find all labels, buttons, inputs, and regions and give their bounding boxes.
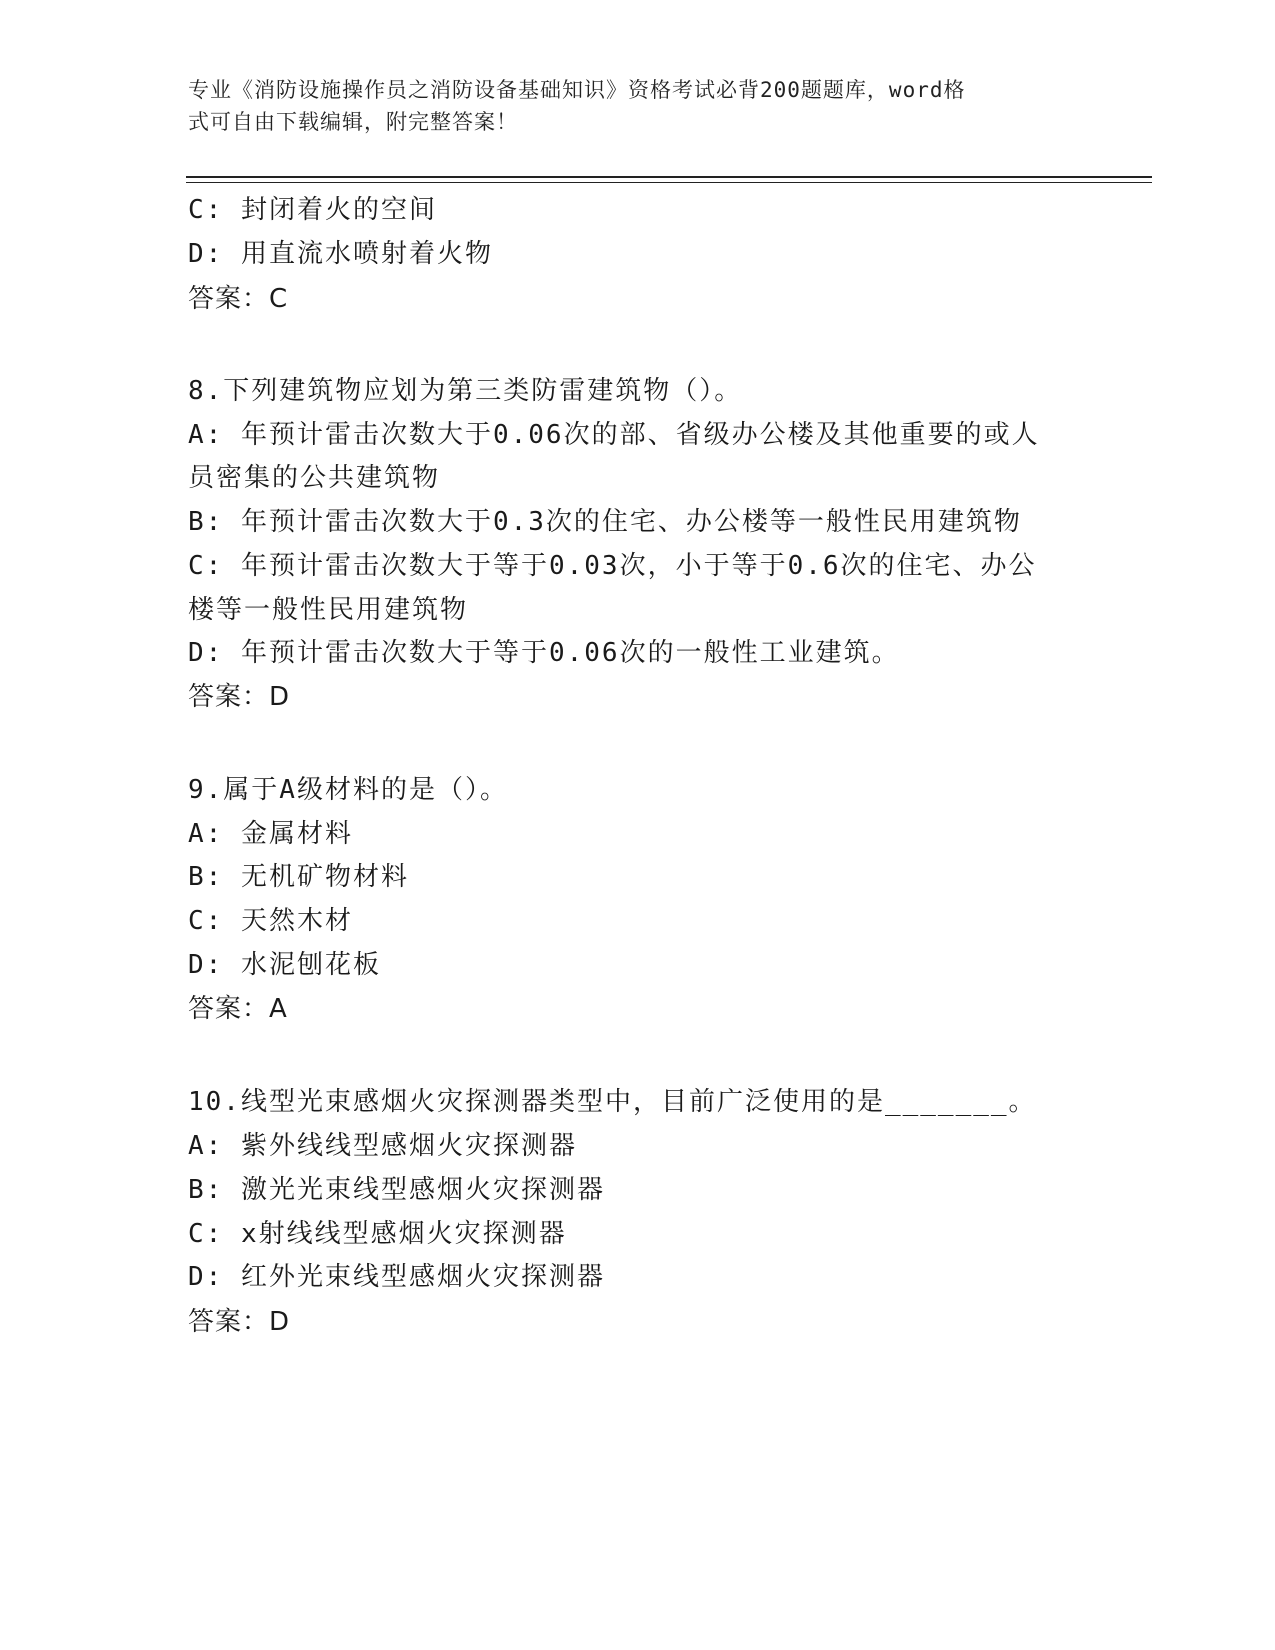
q10-answer: 答案：D	[188, 1307, 291, 1337]
q9-option-c: C: 天然木材	[188, 906, 353, 936]
header-divider-thick	[186, 176, 1152, 178]
q8-option-d: D: 年预计雷击次数大于等于0.06次的一般性工业建筑。	[188, 638, 900, 668]
q10-option-b: B: 激光光束线型感烟火灾探测器	[188, 1175, 605, 1205]
q9-option-a: A: 金属材料	[188, 819, 353, 849]
q10-question: 10.线型光束感烟火灾探测器类型中，目前广泛使用的是_______。	[188, 1087, 1037, 1117]
q9-option-d: D: 水泥刨花板	[188, 950, 381, 980]
q8-answer: 答案：D	[188, 682, 291, 712]
header-divider-thin	[186, 182, 1152, 183]
q10-option-a: A: 紫外线线型感烟火灾探测器	[188, 1131, 577, 1161]
q8-question: 8.下列建筑物应划为第三类防雷建筑物（）。	[188, 376, 743, 406]
q8-option-b: B: 年预计雷击次数大于0.3次的住宅、办公楼等一般性民用建筑物	[188, 507, 1022, 537]
header-title-line-1: 专业《消防设施操作员之消防设备基础知识》资格考试必背200题题库，word格	[188, 78, 966, 102]
q10-option-d: D: 红外光束线型感烟火灾探测器	[188, 1262, 605, 1292]
q8-option-c-line-1: C: 年预计雷击次数大于等于0.03次，小于等于0.6次的住宅、办公	[188, 551, 1037, 581]
q8-option-a-line-1: A: 年预计雷击次数大于0.06次的部、省级办公楼及其他重要的或人	[188, 420, 1040, 450]
q7-option-c: C: 封闭着火的空间	[188, 195, 437, 225]
q9-answer: 答案：A	[188, 994, 288, 1024]
header-title-line-2: 式可自由下载编辑，附完整答案！	[188, 110, 518, 134]
q7-option-d: D: 用直流水喷射着火物	[188, 239, 493, 269]
q9-question: 9.属于A级材料的是（）。	[188, 775, 508, 805]
document-header	[188, 74, 1068, 138]
q8-option-c-line-2: 楼等一般性民用建筑物	[188, 595, 469, 625]
q8-option-a-line-2: 员密集的公共建筑物	[188, 463, 441, 493]
q7-answer: 答案：C	[188, 284, 289, 314]
q9-option-b: B: 无机矿物材料	[188, 862, 409, 892]
q10-option-c: C: x射线线型感烟火灾探测器	[188, 1219, 567, 1249]
